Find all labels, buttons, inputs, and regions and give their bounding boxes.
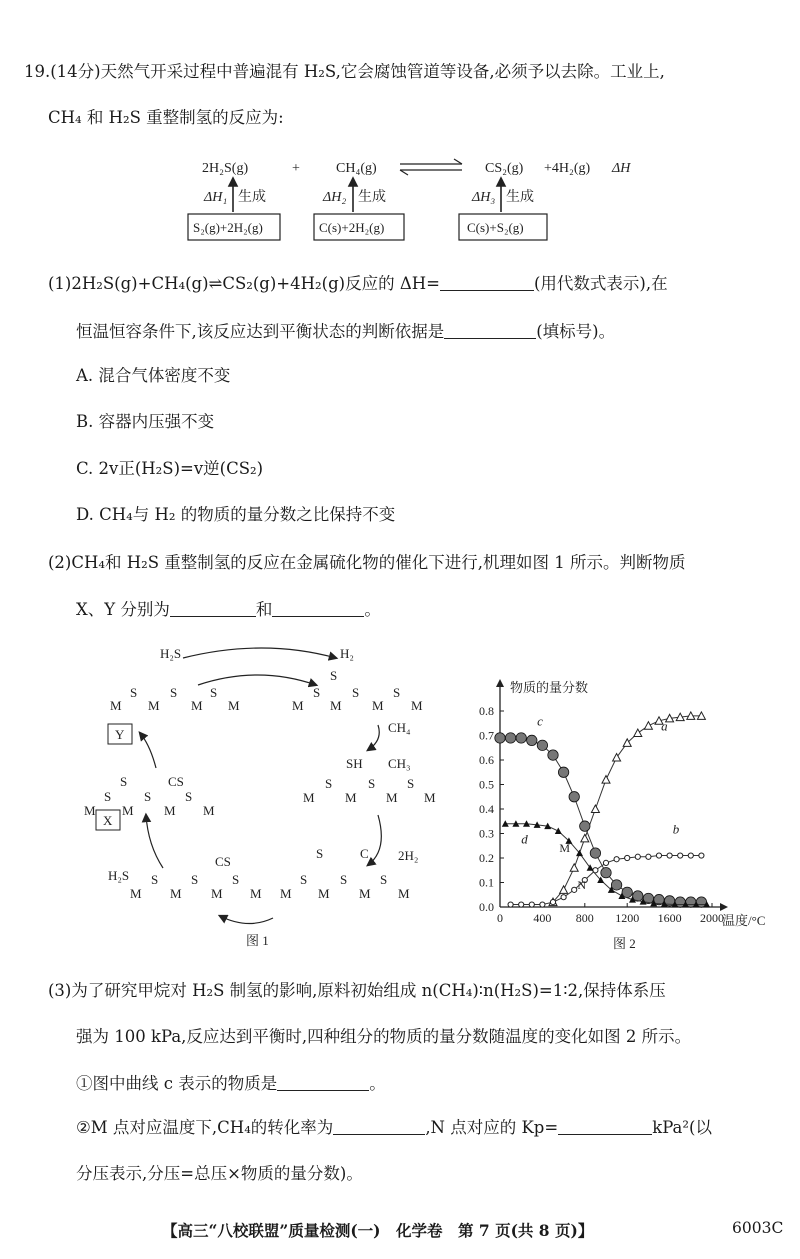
- series-b-point: [656, 853, 661, 858]
- part1-criteria-text: 恒温恒容条件下,该反应达到平衡状态的判断依据是: [76, 322, 445, 341]
- scheme-4h2: +4H₂(g): [544, 161, 591, 176]
- series-b-point: [561, 895, 566, 900]
- fig1-h2-out: H₂: [340, 646, 354, 661]
- scheme-box-3-text: C(s)+S₂(g): [467, 220, 524, 235]
- footer-code: 6003C: [732, 1219, 784, 1237]
- svg-text:M: M: [211, 886, 223, 901]
- fig1-caption: 图 1: [246, 933, 269, 948]
- series-a-point: [644, 722, 652, 730]
- chart-xlabel: 温度/°C: [722, 913, 766, 928]
- x-tick-label: 1200: [615, 911, 640, 925]
- svg-text:M: M: [372, 698, 384, 713]
- part2-xy-text: X、Y 分别为: [76, 600, 170, 619]
- footer-title: 【高三“八校联盟”质量检测(一) 化学卷 第 7 页(共 8 页)】: [162, 1221, 594, 1240]
- svg-text:S: S: [313, 685, 321, 700]
- fig1-top-arrow: [183, 648, 336, 658]
- scheme-plus: +: [292, 161, 300, 176]
- part1-stem-tail: (用代数式表示),在: [533, 274, 668, 293]
- svg-text:S: S: [330, 668, 338, 683]
- svg-text:M: M: [170, 886, 182, 901]
- answer-blank-dh[interactable]: [440, 274, 534, 291]
- answer-blank-y[interactable]: [272, 600, 364, 617]
- svg-text:M: M: [411, 698, 423, 713]
- point-N-label: N: [577, 877, 587, 892]
- svg-text:S: S: [325, 776, 333, 791]
- fig1-up-arrow: [140, 733, 156, 768]
- svg-text:S: S: [352, 685, 360, 700]
- fig1-state-1: [110, 685, 240, 713]
- series-d-point: [555, 828, 562, 835]
- scheme-cs2: CS₂(g): [485, 161, 524, 176]
- fig1-y-label: Y: [115, 727, 125, 742]
- option-a: A. 混合气体密度不变: [76, 366, 231, 385]
- svg-text:M: M: [303, 790, 315, 805]
- series-b-point: [646, 854, 651, 859]
- svg-text:M: M: [398, 886, 410, 901]
- option-c: C. 2v正(H₂S)=v逆(CS₂): [76, 459, 264, 478]
- series-b-point: [699, 853, 704, 858]
- scheme-box-2-text: C(s)+2H₂(g): [319, 220, 385, 235]
- part3-q2-unit: kPa²(以: [652, 1118, 712, 1137]
- series-c-point: [495, 733, 505, 743]
- part3-line2: 强为 100 kPa,反应达到平衡时,四种组分的物质的量分数随温度的变化如图 2 所示。: [76, 1027, 692, 1046]
- series-b-label: b: [672, 821, 680, 837]
- svg-text:M: M: [330, 698, 342, 713]
- answer-blank-x[interactable]: [170, 600, 256, 617]
- y-tick-label: 0.4: [479, 802, 494, 816]
- svg-text:M: M: [203, 803, 215, 818]
- x-tick-label: 0: [497, 911, 503, 925]
- series-a-point: [634, 729, 642, 737]
- y-tick-label: 0.5: [479, 777, 494, 792]
- part2-line1: (2)CH₄和 H₂S 重整制氢的反应在金属硫化物的催化下进行,机理如图 1 所示。判断物质: [48, 553, 686, 572]
- svg-text:M: M: [110, 698, 122, 713]
- series-b-point: [678, 853, 683, 858]
- scheme-box-1-text: S₂(g)+2H₂(g): [193, 220, 263, 235]
- svg-text:S: S: [393, 685, 401, 700]
- series-c-point: [569, 792, 579, 802]
- series-b-point: [529, 902, 534, 907]
- question-19-intro-2: CH₄ 和 H₂S 重整制氢的反应为:: [48, 108, 284, 127]
- fig1-left-arrow: [146, 815, 163, 868]
- svg-text:S: S: [151, 872, 159, 887]
- svg-text:C: C: [360, 846, 369, 861]
- series-a-point: [591, 805, 599, 813]
- svg-text:M: M: [130, 886, 142, 901]
- y-tick-label: 0.3: [479, 826, 494, 841]
- series-c-point: [505, 733, 515, 743]
- fig1-state-3: [303, 756, 436, 805]
- series-c-point: [590, 848, 600, 858]
- reaction-scheme: [180, 150, 650, 250]
- part3-q1-end: 。: [369, 1074, 386, 1093]
- part1-stem: (1)2H₂S(g)+CH₄(g)⇌CS₂(g)+4H₂(g)反应的 ΔH=: [48, 274, 440, 293]
- scheme-2h2s: 2H₂S(g): [202, 161, 249, 176]
- svg-text:M: M: [386, 790, 398, 805]
- part3-q2: ②M 点对应温度下,CH₄的转化率为: [76, 1118, 334, 1137]
- figure-2-chart: [460, 665, 790, 953]
- scheme-gen-2: 生成: [358, 190, 386, 205]
- scheme-dh3: ΔH₃: [472, 190, 496, 205]
- svg-text:S: S: [120, 774, 128, 789]
- series-c-point: [548, 750, 558, 760]
- option-b: B. 容器内压强不变: [76, 412, 215, 431]
- part2-line2: [76, 600, 381, 620]
- y-axis-arrow: [496, 679, 504, 687]
- y-tick-label: 0.8: [479, 704, 494, 718]
- figure-1-mechanism: [78, 640, 438, 950]
- series-b-point: [572, 887, 577, 892]
- y-tick-label: 0.0: [479, 900, 494, 914]
- x-axis-arrow: [720, 903, 728, 911]
- svg-text:M: M: [280, 886, 292, 901]
- part1-criteria-tail: (填标号)。: [536, 322, 616, 341]
- svg-text:M: M: [345, 790, 357, 805]
- fig1-state-6: [84, 774, 215, 818]
- series-c-point: [537, 740, 547, 750]
- series-a-point: [570, 864, 578, 872]
- svg-text:M: M: [148, 698, 160, 713]
- scheme-dh2: ΔH₂: [323, 190, 347, 205]
- svg-text:S: S: [316, 846, 324, 861]
- fig1-state-5: [130, 854, 262, 901]
- series-c-label: c: [537, 713, 543, 729]
- svg-text:M: M: [359, 886, 371, 901]
- question-19-intro: 19.(14分)天然气开采过程中普遍混有 H₂S,它会腐蚀管道等设备,必须予以去除。工业上,: [24, 62, 665, 81]
- series-b-point: [635, 854, 640, 859]
- svg-text:SH: SH: [346, 756, 363, 771]
- series-d-point: [587, 864, 594, 871]
- svg-text:M: M: [292, 698, 304, 713]
- series-d-label: d: [521, 831, 528, 847]
- fig1-2h2-out: 2H₂: [398, 848, 419, 863]
- svg-text:S: S: [130, 685, 138, 700]
- svg-text:M: M: [318, 886, 330, 901]
- answer-blank-kp[interactable]: [558, 1118, 652, 1135]
- svg-text:S: S: [368, 776, 376, 791]
- svg-text:S: S: [300, 872, 308, 887]
- svg-text:M: M: [228, 698, 240, 713]
- scheme-dh: ΔH: [612, 161, 631, 176]
- series-a-point: [602, 776, 610, 784]
- svg-text:S: S: [380, 872, 388, 887]
- scheme-ch4: CH₄(g): [336, 161, 377, 176]
- scheme-dh1: ΔH₁: [204, 190, 228, 205]
- fig1-state-4: [280, 846, 410, 901]
- fig1-right-arrow: [368, 815, 381, 865]
- y-tick-label: 0.7: [479, 728, 494, 743]
- series-b-point: [603, 860, 608, 865]
- part3-q2-mid: ,N 点对应的 Kp=: [425, 1118, 559, 1137]
- svg-text:S: S: [170, 685, 178, 700]
- svg-text:S: S: [185, 789, 193, 804]
- svg-text:S: S: [407, 776, 415, 791]
- svg-text:M: M: [164, 803, 176, 818]
- svg-text:M: M: [250, 886, 262, 901]
- fig1-h2s-2: H₂S: [108, 868, 130, 883]
- series-b-point: [540, 902, 545, 907]
- part3-line4: [76, 1118, 712, 1138]
- y-tick-label: 0.1: [479, 875, 494, 890]
- series-c-point: [558, 767, 568, 777]
- fig1-x-label: X: [103, 813, 113, 828]
- x-tick-label: 800: [575, 911, 594, 925]
- chart-caption: 图 2: [613, 936, 636, 951]
- part1-line1: [48, 274, 668, 294]
- svg-text:CH₃: CH₃: [388, 756, 411, 771]
- svg-text:M: M: [84, 803, 96, 818]
- part3-q1: ①图中曲线 c 表示的物质是: [76, 1074, 278, 1093]
- series-a-point: [560, 886, 568, 894]
- y-tick-label: 0.2: [479, 851, 494, 865]
- option-d: D. CH₄与 H₂ 的物质的量分数之比保持不变: [76, 505, 396, 524]
- part1-line2: [76, 322, 615, 342]
- point-M-label: M: [559, 841, 571, 856]
- y-tick-label: 0.6: [479, 753, 494, 767]
- series-b-point: [688, 853, 693, 858]
- series-b-point: [614, 857, 619, 862]
- svg-text:S: S: [232, 872, 240, 887]
- svg-text:S: S: [104, 789, 112, 804]
- x-tick-label: 400: [533, 911, 552, 925]
- series-c-point: [601, 868, 611, 878]
- series-b-point: [508, 902, 513, 907]
- part3-line1: (3)为了研究甲烷对 H₂S 制氢的影响,原料初始组成 n(CH₄)∶n(H₂S)=1∶2,保持体系压: [48, 981, 666, 1000]
- series-c-point: [527, 735, 537, 745]
- chart-ylabel: 物质的量分数: [510, 680, 589, 695]
- scheme-gen-3: 生成: [506, 190, 534, 205]
- svg-text:M: M: [122, 803, 134, 818]
- fig1-h2s-in: H₂S: [160, 646, 182, 661]
- x-tick-label: 2000: [700, 911, 724, 925]
- svg-text:S: S: [340, 872, 348, 887]
- series-c-point: [611, 880, 621, 890]
- svg-text:CS: CS: [215, 854, 231, 869]
- fig1-top-arrow-2: [198, 675, 316, 685]
- part3-line3: [76, 1074, 386, 1094]
- part2-end: 。: [364, 600, 381, 619]
- svg-text:S: S: [210, 685, 218, 700]
- scheme-gen-1: 生成: [238, 190, 266, 205]
- svg-text:S: S: [144, 789, 152, 804]
- series-c-point: [516, 733, 526, 743]
- svg-text:CS: CS: [168, 774, 184, 789]
- series-a-point: [581, 834, 589, 842]
- part2-and: 和: [255, 600, 273, 619]
- equilibrium-arrow: [400, 159, 462, 175]
- series-b-point: [550, 900, 555, 905]
- answer-blank-criteria[interactable]: [444, 322, 536, 339]
- fig1-bottom-arrow: [220, 916, 273, 924]
- svg-text:S: S: [191, 872, 199, 887]
- answer-blank-curve-c[interactable]: [277, 1074, 369, 1091]
- series-c-point: [580, 821, 590, 831]
- x-tick-label: 1600: [657, 911, 682, 925]
- series-a-label: a: [661, 718, 668, 734]
- fig1-ch4-in: CH₄: [388, 720, 411, 735]
- svg-text:M: M: [424, 790, 436, 805]
- series-b-point: [667, 853, 672, 858]
- fig1-state-2: [292, 668, 423, 713]
- part3-line5: 分压表示,分压=总压×物质的量分数)。: [76, 1164, 363, 1183]
- answer-blank-conversion[interactable]: [333, 1118, 425, 1135]
- svg-text:M: M: [191, 698, 203, 713]
- series-b-point: [625, 855, 630, 860]
- fig1-ch4-arrow: [368, 725, 379, 750]
- series-a-point: [613, 754, 621, 762]
- series-b-point: [519, 902, 524, 907]
